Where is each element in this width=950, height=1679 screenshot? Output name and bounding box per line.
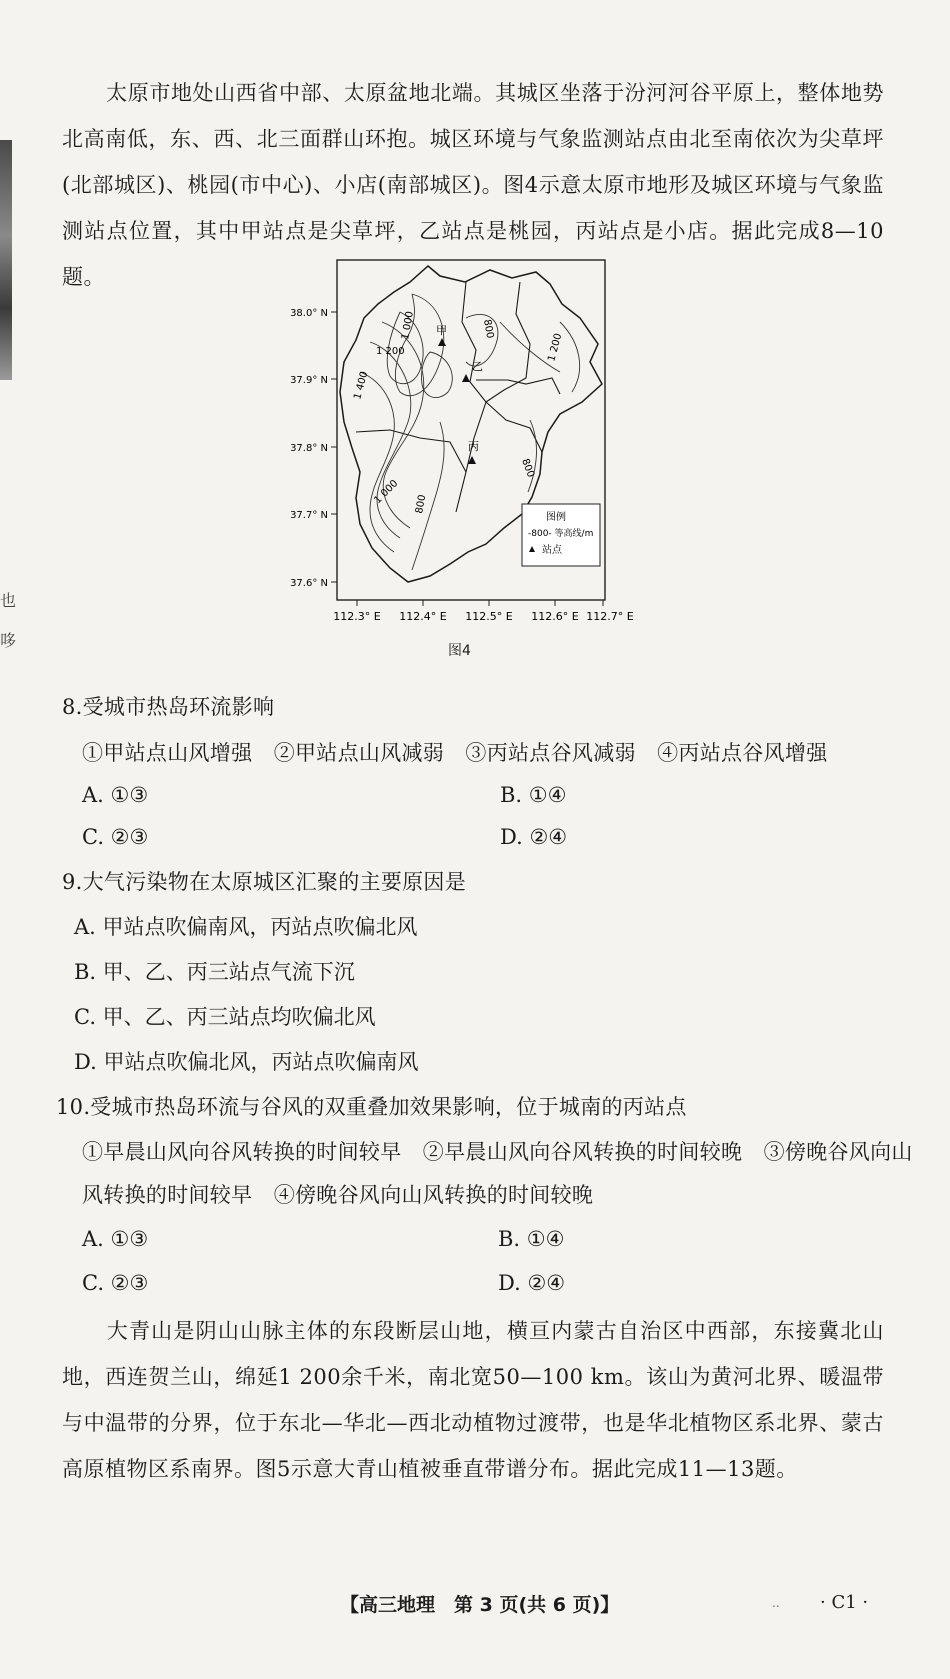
question-8-option-b: B. ①④ xyxy=(500,783,567,807)
station-label: 乙 xyxy=(472,360,483,373)
scan-edge-strip xyxy=(0,140,12,380)
lon-label: 112.6° E xyxy=(531,610,579,623)
contour xyxy=(528,420,537,492)
lon-label: 112.7° E xyxy=(586,610,634,623)
station-label: 甲 xyxy=(436,324,447,337)
edge-char-1: 也 xyxy=(0,591,17,610)
contour-label: 800 xyxy=(414,493,429,515)
lat-label: 38.0° N xyxy=(290,308,328,319)
lat-label: 37.7° N xyxy=(290,510,328,521)
intro-text-2: 大青山是阴山山脉主体的东段断层山地，横亘内蒙古自治区中西部，东接冀北山地，西连贺兰山，绵延1 200余千米，南北宽50—100 km。该山为黄河北界、暖温带与中温带的分界，位于东北—华北—西北动植物过渡带，也是华北植物区系北界、蒙古高原植物区系南界。图5示意大青山植被垂直带谱分布。据此完成11—13题。 xyxy=(62,1319,884,1481)
contour-label: 800 xyxy=(519,457,537,479)
contour xyxy=(395,294,443,396)
district-line xyxy=(456,282,486,512)
lat-label: 37.8° N xyxy=(290,443,328,454)
station-label: 丙 xyxy=(468,440,479,453)
lon-label: 112.5° E xyxy=(465,610,513,623)
district-line xyxy=(356,430,466,472)
question-10-stem: 10.受城市热岛环流与谷风的双重叠加效果影响，位于城南的丙站点 xyxy=(56,1095,687,1119)
lat-label: 37.9° N xyxy=(290,375,328,386)
figure-4-map xyxy=(290,252,660,647)
legend-contour: -800- 等高线/m xyxy=(528,529,594,539)
station-marker xyxy=(438,338,446,346)
question-9-option-d: D. 甲站点吹偏北风，丙站点吹偏南风 xyxy=(74,1050,419,1074)
question-8-option-a: A. ①③ xyxy=(82,783,149,807)
contour-label: 1 200 xyxy=(376,346,405,357)
district-line xyxy=(486,402,542,452)
question-9-option-b: B. 甲、乙、丙三站点气流下沉 xyxy=(74,960,355,984)
lon-label: 112.4° E xyxy=(399,610,447,623)
question-8-stem: 8.受城市热岛环流影响 xyxy=(62,695,275,719)
contour-label: 1 200 xyxy=(546,332,565,363)
question-8-option-c: C. ②③ xyxy=(82,825,149,849)
figure-4-caption: 图4 xyxy=(448,643,471,659)
question-9-option-c: C. 甲、乙、丙三站点均吹偏北风 xyxy=(74,1005,376,1029)
contour-label: 1 000 xyxy=(372,478,401,507)
lon-label: 112.3° E xyxy=(333,610,381,623)
contour-label: 1 400 xyxy=(352,370,371,401)
footer-dots: .. xyxy=(772,1596,780,1610)
contour-label: 800 xyxy=(481,318,496,340)
legend-title: 图例 xyxy=(546,512,566,523)
question-10-option-d: D. ②④ xyxy=(498,1271,566,1295)
intro-text-1: 太原市地处山西省中部、太原盆地北端。其城区坐落于汾河河谷平原上，整体地势北高南低，东、西、北三面群山环抱。城区环境与气象监测站点由北至南依次为尖草坪(北部城区)、桃园(市中心)、小店(南部城区)。图4示意太原市地形及城区环境与气象监测站点位置，其中甲站点是尖草坪，乙站点是桃园，丙站点是小店。据此完成8—10题。 xyxy=(62,81,884,289)
page-footer: 【高三地理 第 3 页(共 6 页)】 xyxy=(340,1594,620,1616)
question-9-stem: 9.大气污染物在太原城区汇聚的主要原因是 xyxy=(62,870,467,894)
question-9-option-a: A. 甲站点吹偏南风，丙站点吹偏北风 xyxy=(74,915,418,939)
question-10-items-line2: 风转换的时间较早 ④傍晚谷风向山风转换的时间较晚 xyxy=(82,1183,594,1207)
question-10-option-b: B. ①④ xyxy=(498,1227,565,1251)
station-marker xyxy=(462,374,470,382)
question-8-items: ①甲站点山风增强 ②甲站点山风减弱 ③丙站点谷风减弱 ④丙站点谷风增强 xyxy=(82,741,828,765)
question-10-items-line1: ①早晨山风向谷风转换的时间较早 ②早晨山风向谷风转换的时间较晚 ③傍晚谷风向山 xyxy=(82,1140,913,1164)
question-8-option-d: D. ②④ xyxy=(500,825,568,849)
contour xyxy=(560,322,580,392)
intro-paragraph-2 xyxy=(62,1308,884,1492)
contour xyxy=(421,352,452,398)
footer-code: · C1 · xyxy=(820,1592,869,1613)
district-line xyxy=(476,378,560,394)
district-line xyxy=(486,282,530,402)
question-10-option-c: C. ②③ xyxy=(82,1271,149,1295)
edge-char-2: 哆 xyxy=(0,631,17,650)
legend-station: 站点 xyxy=(542,545,562,556)
contour-label: 1 000 xyxy=(400,310,416,341)
question-10-option-a: A. ①③ xyxy=(82,1227,149,1251)
lat-label: 37.6° N xyxy=(290,578,328,589)
